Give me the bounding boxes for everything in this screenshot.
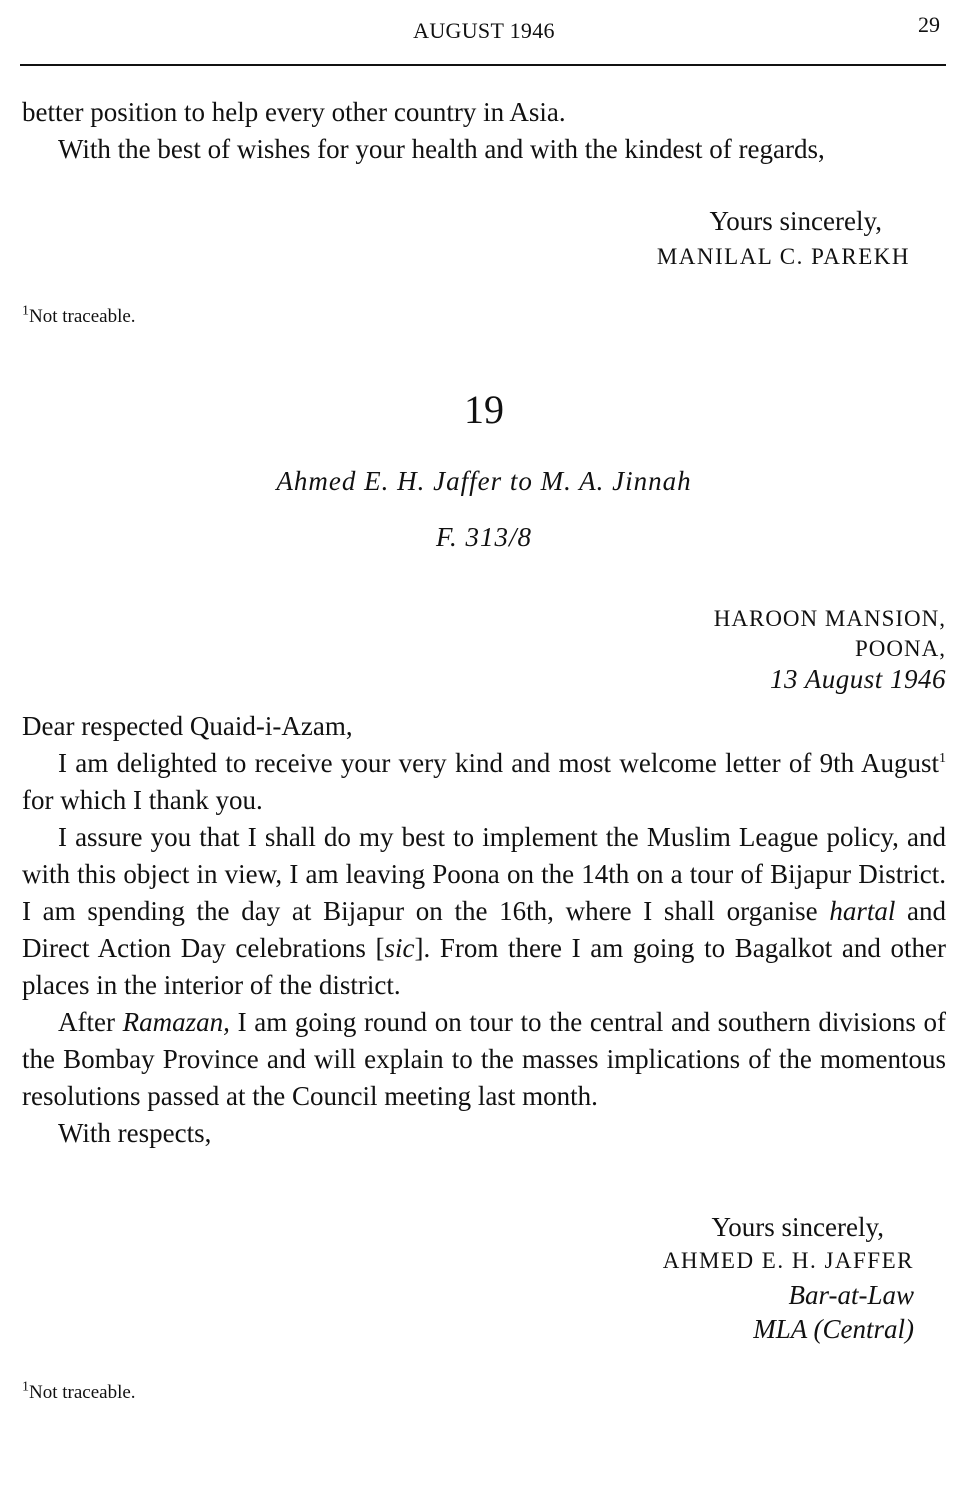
running-header: AUGUST 1946 bbox=[413, 18, 555, 43]
letter1-para2: With the best of wishes for your health and with the kindest of regards, bbox=[58, 134, 825, 164]
letter1-body bbox=[22, 94, 946, 168]
document-title: Ahmed E. H. Jaffer to M. A. Jinnah bbox=[276, 466, 692, 496]
letter1-signature: MANILAL C. PAREKH bbox=[656, 244, 910, 269]
footnote-text: Not traceable. bbox=[29, 1382, 136, 1403]
footnote-ref: 1 bbox=[939, 751, 946, 766]
letter2-para3 bbox=[22, 1004, 946, 1115]
footnote-2 bbox=[22, 1379, 136, 1404]
footnote-text: Not traceable. bbox=[29, 306, 136, 327]
address-line2: POONA, bbox=[855, 636, 946, 661]
footnote-1 bbox=[22, 303, 136, 328]
address-line1: HAROON MANSION, bbox=[713, 606, 946, 631]
para3-text-a: After bbox=[58, 1007, 123, 1037]
para3-text-b: I am going round on tour to the central and southern divisions of the Bombay Province and will explain to the masses implications of the momentous resolutions passed at the Council meeting last month. bbox=[22, 1007, 946, 1111]
header-rule bbox=[20, 64, 946, 66]
document-number: 19 bbox=[464, 387, 504, 432]
letter2-closing: Yours sincerely, bbox=[711, 1212, 884, 1242]
letter2-para2 bbox=[22, 819, 946, 1004]
footnote-mark: 1 bbox=[22, 303, 29, 319]
letter2-para1 bbox=[22, 745, 946, 819]
footnote-mark: 1 bbox=[22, 1379, 29, 1395]
para1-text: I am delighted to receive your very kind and most welcome letter of 9th August bbox=[58, 748, 939, 778]
signer-title-1: Bar-at-Law bbox=[788, 1280, 914, 1310]
para2-text-a: I assure you that I shall do my best to implement the Muslim League policy, and with this object in view, I am leaving Poona on the 14th on a tour of Bijapur District. I am spending the day at Bijapur on the 16th, where I shall organise bbox=[22, 822, 946, 926]
letter2-body bbox=[22, 708, 946, 1152]
letter-date: 13 August 1946 bbox=[769, 664, 946, 694]
salutation: Dear respected Quaid-i-Azam, bbox=[22, 711, 353, 741]
italic-sic: sic bbox=[384, 933, 415, 963]
letter1-line1: better position to help every other country in Asia. bbox=[22, 97, 566, 127]
signer-title-2: MLA (Central) bbox=[753, 1314, 914, 1344]
letter2-signature: AHMED E. H. JAFFER bbox=[662, 1248, 914, 1273]
letter1-closing: Yours sincerely, bbox=[709, 206, 882, 236]
sender-address bbox=[546, 604, 946, 694]
italic-hartal: hartal bbox=[829, 896, 896, 926]
italic-ramazan: Ramazan, bbox=[122, 1007, 230, 1037]
para2-text-b: and Direct Action Day celebrations [ bbox=[22, 896, 947, 963]
file-reference: F. 313/8 bbox=[435, 522, 532, 552]
letter2-para4: With respects, bbox=[58, 1118, 212, 1148]
page-number: 29 bbox=[918, 12, 940, 37]
para1-text-end: for which I thank you. bbox=[22, 785, 263, 815]
para2-text-c: ]. From there I am going to Bagalkot and other places in the interior of the district. bbox=[22, 933, 946, 1000]
